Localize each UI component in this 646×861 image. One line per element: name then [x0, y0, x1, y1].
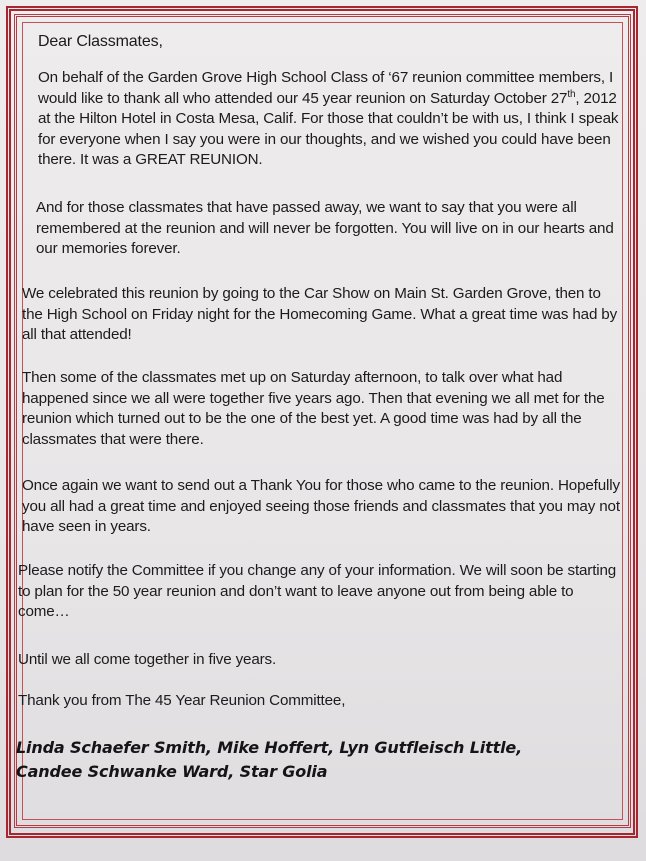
paragraph-notify: Please notify the Committee if you change any of your information. We will soon be starting to plan for the 50 year reunion and don’t want to leave anyone out from being able to come… — [18, 562, 617, 620]
paragraph-thanks — [38, 68, 622, 171]
paragraph-memorial: And for those classmates that have passed away, we want to say that you were all remembered at the reunion and will never be forgotten. You will live on in our hearts and our memories forever. — [36, 199, 614, 257]
ordinal-suffix: th — [567, 88, 576, 100]
signatures-line-1: Linda Schaefer Smith, Mike Hoffert, Lyn Gutfleisch Little, — [16, 738, 523, 757]
signatures — [16, 736, 616, 784]
greeting: Dear Classmates, — [38, 33, 163, 50]
paragraph-thank-you: Once again we want to send out a Thank You for those who came to the reunion. Hopefully you all had a great time and enjoyed seeing those friends and classmates that you may not have seen in years. — [22, 477, 620, 535]
paragraph-thanks-part1: On behalf of the Garden Grove High School Class of ‘67 reunion committee members, I would like to thank all who attended our 45 year reunion on Saturday October 27 — [38, 69, 614, 107]
paragraph-saturday: Then some of the classmates met up on Saturday afternoon, to talk over what had happened since we all were together five years ago. Then that evening we all met for the reunion which turned out to be the one of the best yet. A good time was had by all the classmates that were there. — [22, 369, 605, 448]
paragraph-celebration: We celebrated this reunion by going to the Car Show on Main St. Garden Grove, then to the High School on Friday night for the Homecoming Game. What a great time was had by all that attended! — [22, 285, 618, 343]
paragraph-until: Until we all come together in five years. — [18, 651, 277, 668]
signatures-line-2: Candee Schwanke Ward, Star Golia — [16, 762, 328, 781]
closing-line: Thank you from The 45 Year Reunion Committee, — [18, 692, 346, 709]
paragraph-thanks-part2: , 2012 at the Hilton Hotel in Costa Mesa, Calif. For those that couldn’t be with us, I think I speak for everyone when I say you were in our thoughts, and we wished you could have been there. It was a GREAT REUNION. — [38, 89, 619, 168]
